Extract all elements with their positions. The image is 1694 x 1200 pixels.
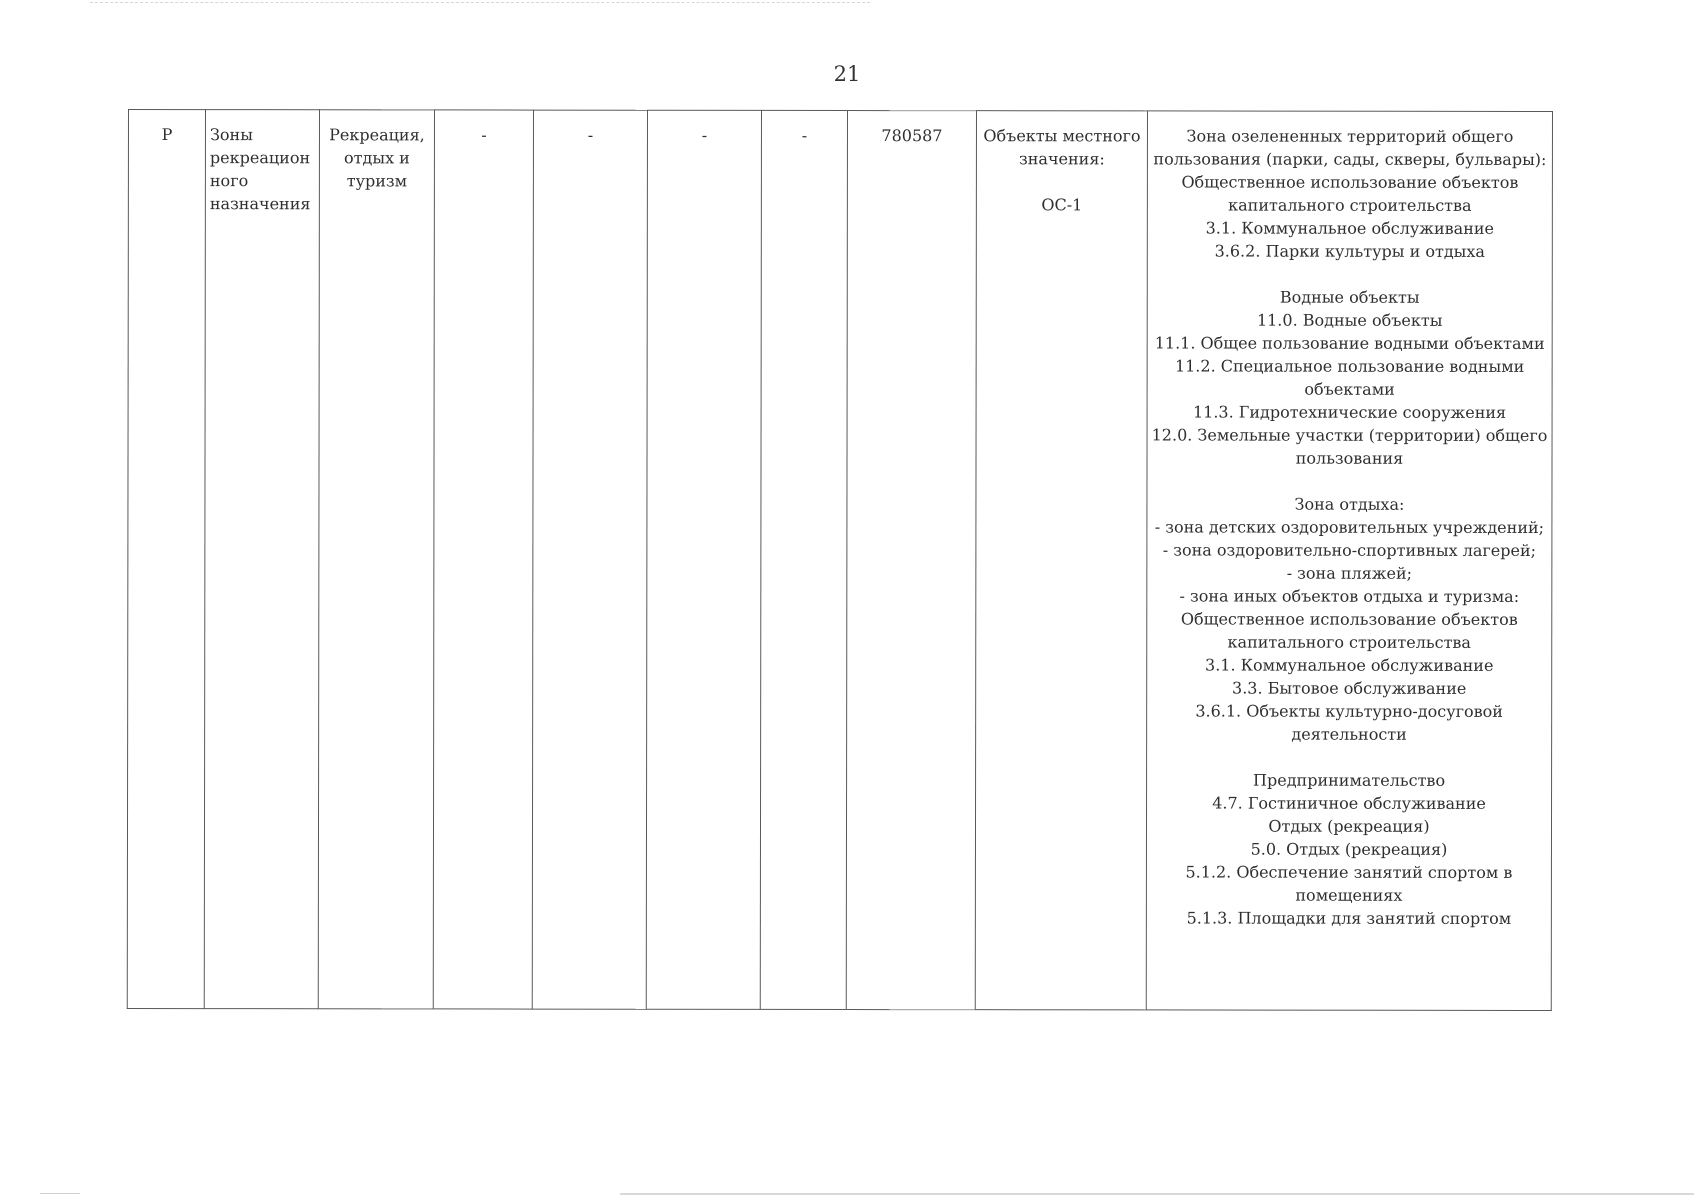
description-line: 3.6.1. Объекты культурно-досуговой деятельности (1195, 701, 1503, 744)
page-number: 21 (833, 62, 861, 86)
col7-value: - (801, 125, 808, 145)
objects-cell (975, 111, 1147, 1010)
objects-label: Объекты местного значения: (983, 126, 1141, 169)
description-line: Отдых (рекреация) (1268, 816, 1430, 836)
col4-value: - (481, 125, 487, 145)
description-spacer (1151, 469, 1547, 493)
col6-cell (646, 110, 761, 1009)
zone-name: Зоны рекреацион ного назначения (209, 125, 311, 214)
description-line: 11.1. Общее пользование водными объектами (1154, 333, 1545, 353)
description-line: 3.1. Коммунальное обслуживание (1205, 655, 1494, 675)
col5-cell (532, 110, 647, 1009)
col4-cell (433, 110, 533, 1009)
description-line: 3.1. Коммунальное обслуживание (1205, 218, 1495, 238)
col7-cell (760, 110, 847, 1009)
description-line: 5.1.3. Площадки для занятий спортом (1186, 908, 1512, 928)
description-line: - зона иных объектов отдыха и туризма: (1179, 586, 1520, 606)
description-line: 11.3. Гидротехнические сооружения (1192, 402, 1507, 422)
scan-artifact-bottom-left (40, 1193, 80, 1194)
description-line: 11.0. Водные объекты (1256, 310, 1443, 330)
description-line: 3.3. Бытовое обслуживание (1232, 678, 1467, 698)
objects-code: ОС-1 (1041, 195, 1083, 215)
zone-code: Р (161, 125, 173, 145)
description-line: Зона озелененных территорий общего пользования (парки, сады, скверы, бульвары): (1153, 126, 1547, 169)
description-line: Общественное использование объектов капитального строительства (1180, 609, 1518, 652)
description-line: - зона оздоровительно-спортивных лагерей; (1162, 540, 1537, 560)
description-line: Зона отдыха: (1294, 494, 1405, 514)
col6-value: - (701, 125, 708, 145)
scan-artifact-top (90, 2, 870, 3)
zone-name-cell (204, 110, 319, 1009)
description-line: - зона пляжей; (1286, 563, 1413, 583)
description-spacer (1152, 262, 1548, 286)
purpose-cell (318, 110, 434, 1009)
area-value: 780587 (881, 126, 943, 146)
description-spacer (1151, 745, 1547, 769)
description-line: Предпринимательство (1253, 770, 1446, 790)
description-line: 11.2. Специальное пользование водными объектами (1174, 356, 1525, 399)
description-line: 5.1.2. Обеспечение занятий спортом в помещениях (1185, 862, 1513, 905)
description-line: - зона детских оздоровительных учреждений; (1154, 517, 1545, 537)
description-cell (1146, 111, 1552, 1011)
table-row (127, 110, 1552, 1011)
col5-value: - (587, 125, 594, 145)
description-line: 3.6.2. Парки культуры и отдыха (1214, 241, 1486, 261)
description-line: 4.7. Гостиничное обслуживание (1212, 793, 1486, 813)
description-line: Водные объекты (1279, 287, 1420, 307)
description-line: 5.0. Отдых (рекреация) (1250, 839, 1448, 859)
zoning-table (127, 109, 1553, 1011)
area-cell (846, 111, 976, 1010)
purpose-text: Рекреация, отдых и туризм (329, 125, 425, 191)
zone-code-cell (127, 110, 205, 1009)
scan-artifact-bottom-right (620, 1193, 1694, 1195)
description-line: Общественное использование объектов капитального строительства (1181, 172, 1519, 215)
description-line: 12.0. Земельные участки (территории) общего пользования (1151, 425, 1548, 468)
